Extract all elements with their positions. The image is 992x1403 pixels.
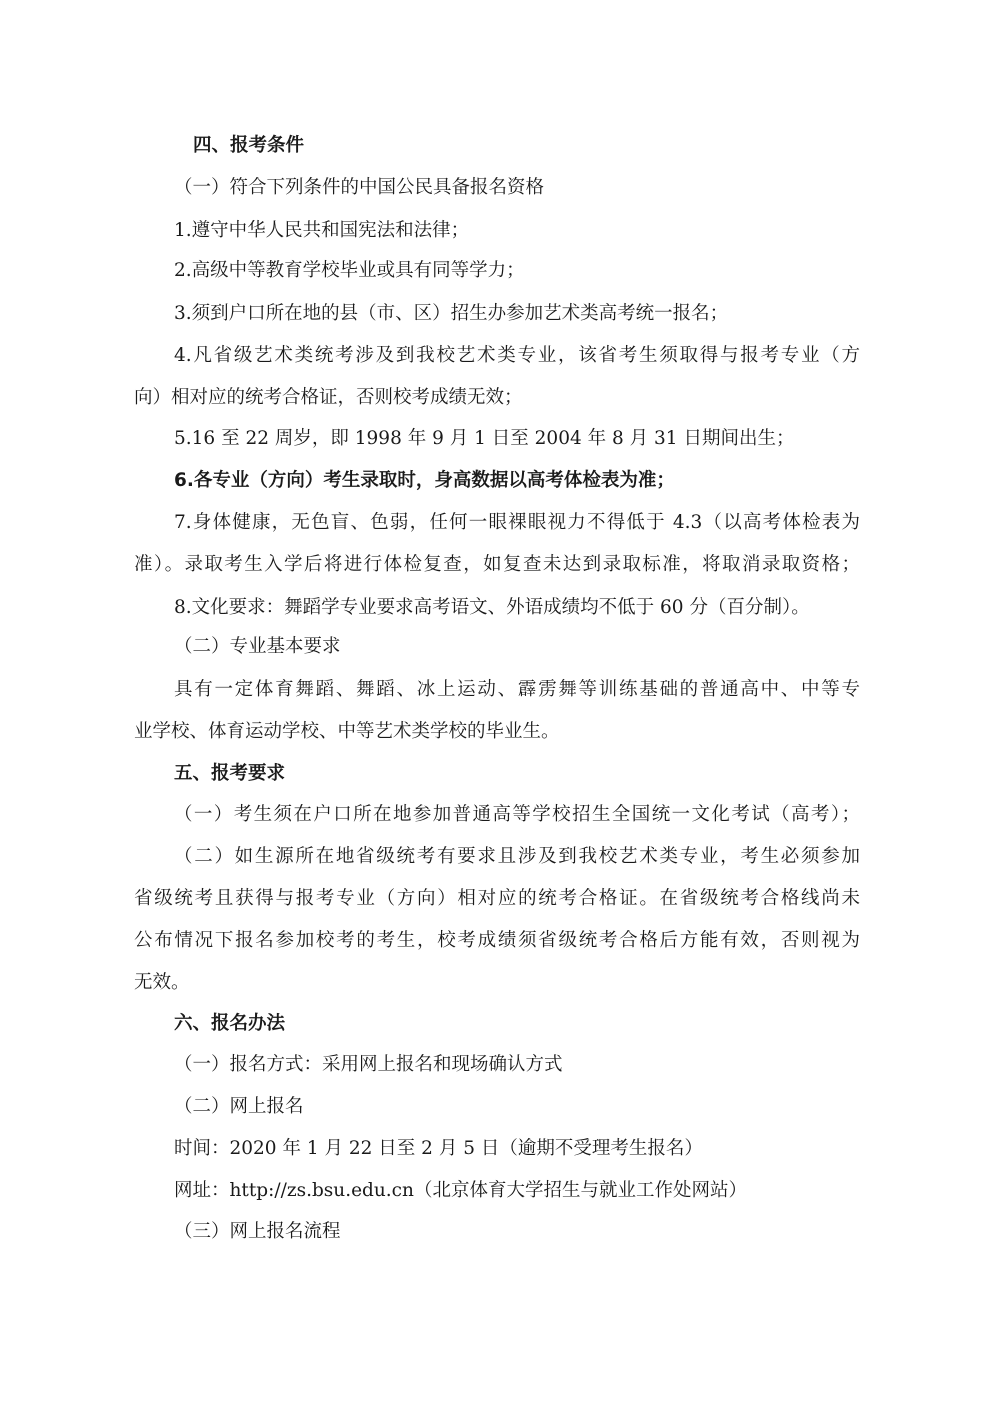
list-item: 4.凡省级艺术类统考涉及到我校艺术类专业，该省考生须取得与报考专业（方 (174, 345, 860, 366)
subsection-heading: （一）报名方式：采用网上报名和现场确认方式 (174, 1054, 563, 1075)
list-item: 5.16 至 22 周岁，即 1998 年 9 月 1 日至 2004 年 8 月 31 日期间出生； (174, 428, 795, 449)
paragraph-continuation: 公布情况下报名参加校考的考生，校考成绩须省级统考合格后方能有效，否则视为 (134, 930, 860, 951)
paragraph-continuation: 无效。 (134, 972, 190, 993)
list-item: 2.高级中等教育学校毕业或具有同等学力； (174, 260, 525, 281)
subsection-heading: （一）符合下列条件的中国公民具备报名资格 (174, 177, 545, 198)
list-item-continuation: 准）。录取考生入学后将进行体检复查，如复查未达到录取标准，将取消录取资格； (134, 554, 860, 575)
list-item: 7.身体健康，无色盲、色弱，任何一眼裸眼视力不得低于 4.3（以高考体检表为 (174, 512, 860, 533)
list-item: 8.文化要求：舞蹈学专业要求高考语文、外语成绩均不低于 60 分（百分制）。 (174, 597, 810, 618)
section-heading-6: 六、报名办法 (174, 1013, 286, 1034)
subsection-heading: （三）网上报名流程 (174, 1221, 341, 1242)
registration-url: 网址：http://zs.bsu.edu.cn（北京体育大学招生与就业工作处网站） (174, 1180, 747, 1201)
list-item: 1.遵守中华人民共和国宪法和法律； (174, 220, 470, 241)
registration-time: 时间：2020 年 1 月 22 日至 2 月 5 日（逾期不受理考生报名） (174, 1138, 703, 1159)
section-heading-5: 五、报考要求 (174, 763, 286, 784)
paragraph: （二）如生源所在地省级统考有要求且涉及到我校艺术类专业，考生必须参加 (174, 846, 860, 867)
subsection-heading: （二）专业基本要求 (174, 636, 341, 657)
paragraph-continuation: 省级统考且获得与报考专业（方向）相对应的统考合格证。在省级统考合格线尚未 (134, 888, 860, 909)
paragraph-continuation: 业学校、体育运动学校、中等艺术类学校的毕业生。 (134, 721, 560, 742)
list-item-continuation: 向）相对应的统考合格证，否则校考成绩无效； (134, 387, 523, 408)
section-heading-4: 四、报考条件 (193, 135, 305, 156)
list-item: 3.须到户口所在地的县（市、区）招生办参加艺术类高考统一报名； (174, 303, 729, 324)
paragraph: 具有一定体育舞蹈、舞蹈、冰上运动、霹雳舞等训练基础的普通高中、中等专 (174, 679, 860, 700)
paragraph: （一）考生须在户口所在地参加普通高等学校招生全国统一文化考试（高考）； (174, 804, 860, 825)
subsection-heading: （二）网上报名 (174, 1096, 304, 1117)
list-item-bold: 6.各专业（方向）考生录取时，身高数据以高考体检表为准； (174, 470, 675, 491)
